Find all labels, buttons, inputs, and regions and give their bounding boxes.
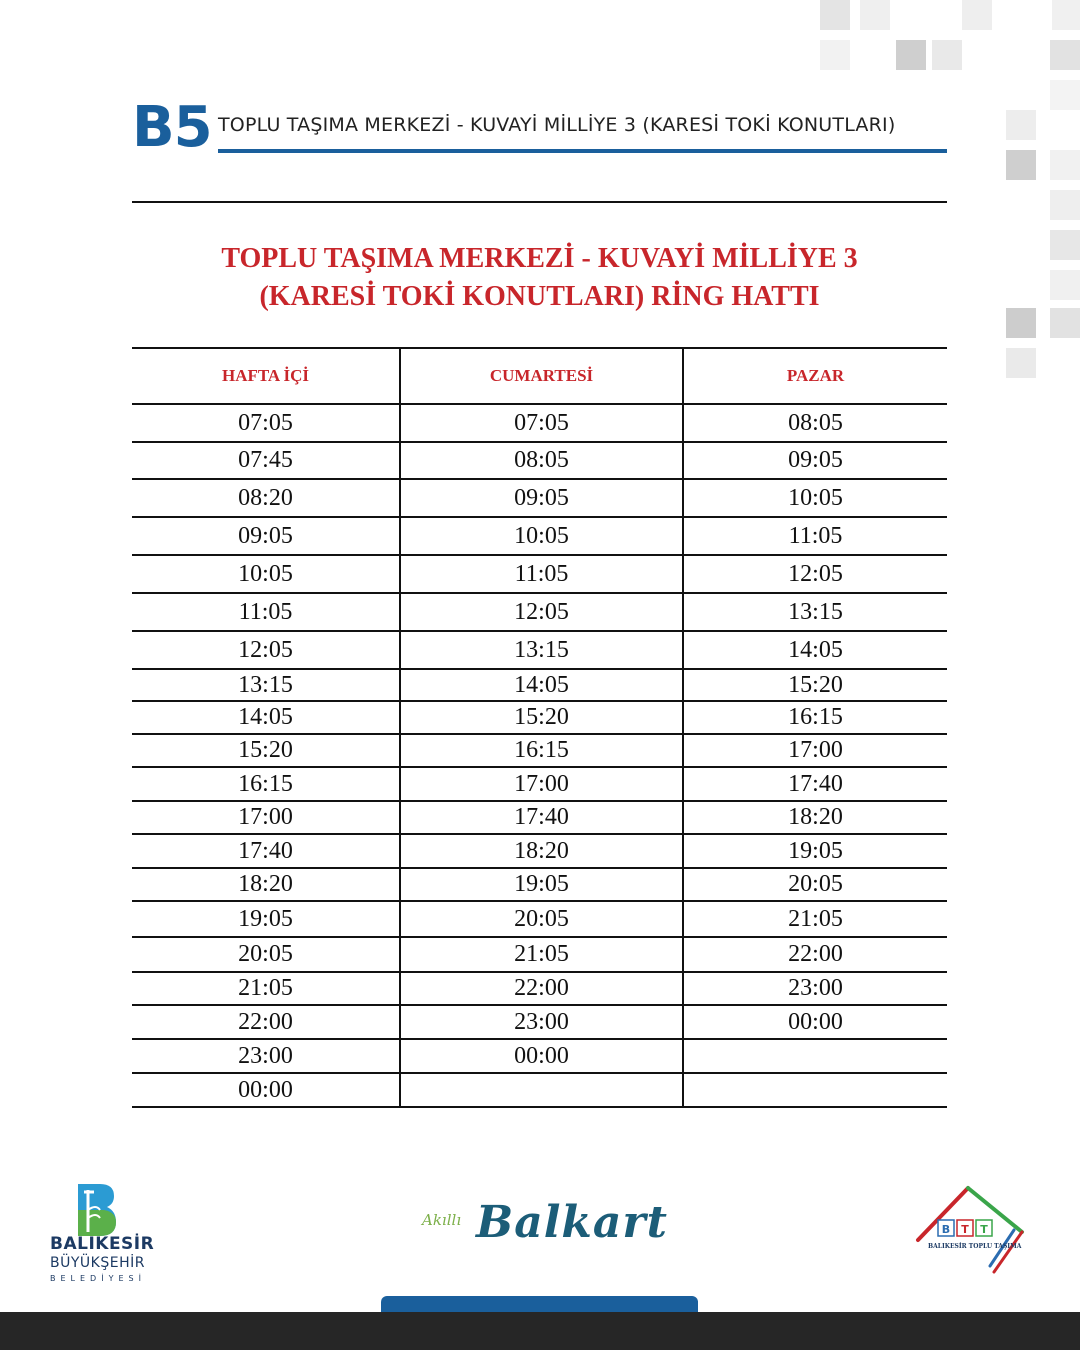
saturday-time: 11:05 — [400, 555, 683, 593]
route-title: TOPLU TAŞIMA MERKEZİ - KUVAYİ MİLLİYE 3 (KARESİ TOKİ KONUTLARI) — [218, 114, 896, 136]
column-header-saturday: CUMARTESİ — [400, 348, 683, 404]
sunday-time: 13:15 — [683, 593, 947, 631]
weekday-time: 11:05 — [132, 593, 400, 631]
weekday-time: 12:05 — [132, 631, 400, 669]
table-row — [132, 901, 947, 937]
route-underline — [218, 149, 947, 153]
table-row — [132, 669, 947, 701]
weekday-time: 07:05 — [132, 404, 400, 442]
sunday-time: 15:20 — [683, 669, 947, 701]
saturday-time: 19:05 — [400, 868, 683, 901]
municipality-name-line1: BALIKESİR — [50, 1234, 155, 1254]
saturday-time — [400, 1073, 683, 1107]
weekday-time: 23:00 — [132, 1039, 400, 1073]
weekday-time: 16:15 — [132, 767, 400, 801]
sunday-time: 23:00 — [683, 972, 947, 1005]
table-row — [132, 734, 947, 767]
sunday-time: 18:20 — [683, 801, 947, 834]
bottom-bar — [0, 1312, 1080, 1350]
weekday-time: 09:05 — [132, 517, 400, 555]
sunday-time — [683, 1039, 947, 1073]
saturday-time: 07:05 — [400, 404, 683, 442]
table-row — [132, 1073, 947, 1107]
table-row — [132, 593, 947, 631]
balkart-small-text: Akıllı — [422, 1211, 462, 1229]
weekday-time: 17:40 — [132, 834, 400, 868]
saturday-time: 17:40 — [400, 801, 683, 834]
weekday-time: 15:20 — [132, 734, 400, 767]
column-header-weekday: HAFTA İÇİ — [132, 348, 400, 404]
sunday-time: 17:40 — [683, 767, 947, 801]
schedule-table — [132, 347, 947, 1108]
saturday-time: 23:00 — [400, 1005, 683, 1039]
weekday-time: 22:00 — [132, 1005, 400, 1039]
weekday-time: 18:20 — [132, 868, 400, 901]
weekday-time: 08:20 — [132, 479, 400, 517]
weekday-time: 20:05 — [132, 937, 400, 972]
route-code: B5 — [132, 95, 212, 160]
sunday-time: 17:00 — [683, 734, 947, 767]
saturday-time: 14:05 — [400, 669, 683, 701]
sunday-time: 11:05 — [683, 517, 947, 555]
table-row — [132, 834, 947, 868]
schedule-body — [132, 404, 947, 1107]
saturday-time: 16:15 — [400, 734, 683, 767]
btt-letter-t1: T — [961, 1223, 969, 1236]
saturday-time: 10:05 — [400, 517, 683, 555]
btt-letter-b: B — [941, 1223, 951, 1236]
saturday-time: 13:15 — [400, 631, 683, 669]
table-row — [132, 631, 947, 669]
document-title-line1: TOPLU TAŞIMA MERKEZİ - KUVAYİ MİLLİYE 3 — [221, 243, 858, 274]
sunday-time: 21:05 — [683, 901, 947, 937]
sunday-time: 10:05 — [683, 479, 947, 517]
saturday-time: 00:00 — [400, 1039, 683, 1073]
weekday-time: 14:05 — [132, 701, 400, 734]
weekday-time: 13:15 — [132, 669, 400, 701]
table-row — [132, 937, 947, 972]
table-row — [132, 517, 947, 555]
route-header — [132, 95, 947, 160]
saturday-time: 09:05 — [400, 479, 683, 517]
divider — [132, 201, 947, 203]
balkart-big-text: Balkart — [476, 1197, 668, 1248]
municipality-logo — [48, 1178, 158, 1288]
saturday-time: 15:20 — [400, 701, 683, 734]
sunday-time: 00:00 — [683, 1005, 947, 1039]
table-row — [132, 972, 947, 1005]
table-header-row — [132, 348, 947, 404]
saturday-time: 21:05 — [400, 937, 683, 972]
sunday-time: 16:15 — [683, 701, 947, 734]
decorative-squares — [820, 0, 1080, 400]
weekday-time: 19:05 — [132, 901, 400, 937]
weekday-time: 21:05 — [132, 972, 400, 1005]
municipality-name-line3: BELEDİYESİ — [50, 1274, 146, 1283]
table-row — [132, 868, 947, 901]
table-row — [132, 801, 947, 834]
saturday-time: 22:00 — [400, 972, 683, 1005]
weekday-time: 07:45 — [132, 442, 400, 479]
weekday-time: 10:05 — [132, 555, 400, 593]
sunday-time: 12:05 — [683, 555, 947, 593]
weekday-time: 17:00 — [132, 801, 400, 834]
sunday-time: 09:05 — [683, 442, 947, 479]
column-header-sunday: PAZAR — [683, 348, 947, 404]
saturday-time: 18:20 — [400, 834, 683, 868]
table-row — [132, 701, 947, 734]
btt-letter-t2: T — [980, 1223, 988, 1236]
table-row — [132, 555, 947, 593]
weekday-time: 00:00 — [132, 1073, 400, 1107]
municipality-name-line2: BÜYÜKŞEHİR — [50, 1255, 145, 1271]
document-title — [132, 240, 947, 316]
balkart-logo — [420, 1195, 680, 1265]
table-row — [132, 1039, 947, 1073]
table-row — [132, 442, 947, 479]
table-row — [132, 767, 947, 801]
saturday-time: 12:05 — [400, 593, 683, 631]
btt-caption: BALIKESİR TOPLU TAŞIMA — [928, 1243, 1022, 1250]
sunday-time — [683, 1073, 947, 1107]
btt-roof-icon — [910, 1180, 1030, 1275]
sunday-time: 08:05 — [683, 404, 947, 442]
table-row — [132, 479, 947, 517]
municipality-emblem-icon — [76, 1182, 118, 1238]
document-title-line2: (KARESİ TOKİ KONUTLARI) RİNG HATTI — [259, 281, 820, 312]
table-row — [132, 404, 947, 442]
saturday-time: 17:00 — [400, 767, 683, 801]
table-row — [132, 1005, 947, 1039]
sunday-time: 22:00 — [683, 937, 947, 972]
sunday-time: 14:05 — [683, 631, 947, 669]
sunday-time: 19:05 — [683, 834, 947, 868]
saturday-time: 20:05 — [400, 901, 683, 937]
saturday-time: 08:05 — [400, 442, 683, 479]
btt-logo — [910, 1180, 1030, 1275]
sunday-time: 20:05 — [683, 868, 947, 901]
